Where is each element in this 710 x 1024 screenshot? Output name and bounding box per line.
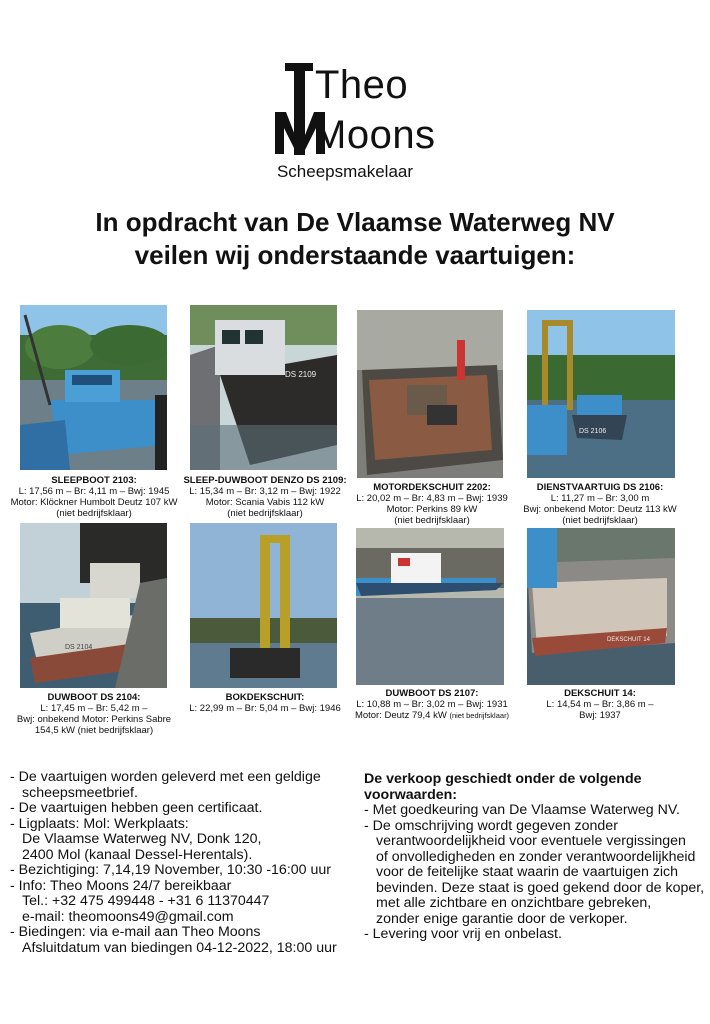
svg-text:DS 2104: DS 2104: [65, 644, 93, 651]
boat-2-title: SLEEP-DUWBOOT DENZO DS 2109:: [183, 475, 347, 486]
photo-duwboot-ds-2104: [20, 523, 167, 688]
boat-2-line3: (niet bedrijfsklaar): [227, 508, 303, 519]
condition-line: zonder enige garantie door de verkoper.: [376, 910, 628, 927]
headline-line1: In opdracht van De Vlaamse Waterweg NV: [95, 207, 615, 237]
boat-7-line1: L: 10,88 m – Br: 3,02 m – Bwj: 1931: [356, 699, 508, 710]
boat-5-line1: L: 17,45 m – Br: 5,42 m –: [40, 703, 148, 714]
boat-3-line3: (niet bedrijfsklaar): [394, 515, 470, 526]
caption-boat-2: [180, 475, 350, 519]
caption-boat-4: [515, 482, 685, 526]
info-line: scheepsmeetbrief.: [22, 784, 138, 801]
logo-line2: Moons: [313, 113, 436, 157]
caption-boat-3: [347, 482, 517, 526]
caption-boat-5: [9, 692, 179, 736]
boat-3-title: MOTORDEKSCHUIT 2202:: [373, 482, 491, 493]
photo-duwboot-ds-2107: [356, 528, 504, 685]
conditions-heading-1: De verkoop geschiedt onder de volgende: [364, 771, 642, 787]
condition-line: - Met goedkeuring van De Vlaamse Waterweg NV.: [364, 802, 680, 818]
conditions-heading-2: voorwaarden:: [364, 786, 458, 803]
info-line: e-mail: theomoons49@gmail.com: [22, 908, 234, 925]
condition-line: met alle zichtbare en onzichtbare gebreken,: [376, 895, 652, 911]
condition-line: - De omschrijving wordt gegeven zonder: [364, 817, 618, 834]
boat-1-line3: (niet bedrijfsklaar): [56, 508, 132, 519]
boat-1-title: SLEEPBOOT 2103:: [51, 475, 137, 486]
boat-8-line2: Bwj: 1937: [579, 710, 621, 721]
photo-dekschuit-14: [527, 528, 675, 685]
boat-7-note: (niet bedrijfsklaar): [449, 711, 510, 720]
info-line: - Bezichtiging: 7,14,19 November, 10:30 -16:00 uur: [10, 862, 331, 878]
caption-boat-6: [180, 692, 350, 714]
logo-subtitle: Scheepsmakelaar: [276, 162, 414, 181]
headline-line2: veilen wij onderstaande vaartuigen:: [134, 240, 576, 270]
svg-text:DEKSCHUIT 14: DEKSCHUIT 14: [607, 637, 650, 643]
caption-boat-7: [347, 688, 517, 721]
boat-7-title: DUWBOOT DS 2107:: [385, 688, 479, 699]
boat-8-line1: L: 14,54 m – Br: 3,86 m –: [546, 699, 654, 710]
info-line: - De vaartuigen worden geleverd met een geldige: [10, 769, 321, 785]
boat-4-title: DIENSTVAARTUIG DS 2106:: [536, 482, 664, 493]
photo-denzo-ds-2109: [190, 305, 337, 470]
boat-6-line1: L: 22,99 m – Br: 5,04 m – Bwj: 1946: [189, 703, 341, 714]
boat-4-line3: (niet bedrijfsklaar): [562, 515, 638, 526]
info-line: - De vaartuigen hebben geen certificaat.: [10, 800, 263, 816]
boat-5-line3: 154,5 kW (niet bedrijfsklaar): [34, 725, 154, 736]
condition-line: of onvolledigheden en zonder verantwoordelijkheid: [376, 848, 696, 865]
info-line: - Biedingen: via e-mail aan Theo Moons: [10, 924, 261, 940]
condition-line: - Levering voor vrij en onbelast.: [364, 926, 562, 942]
boat-5-title: DUWBOOT DS 2104:: [47, 692, 141, 703]
caption-boat-8: [515, 688, 685, 721]
info-line: Tel.: +32 475 499448 - +31 6 11370447: [22, 893, 270, 909]
boat-3-line2: Motor: Perkins 89 kW: [386, 504, 478, 515]
info-list: [10, 770, 355, 956]
boat-1-line2: Motor: Klöckner Humbolt Deutz 107 kW: [10, 497, 178, 508]
svg-text:DS 2106: DS 2106: [579, 428, 607, 435]
boat-6-title: BOKDEKSCHUIT:: [225, 692, 305, 703]
boat-8-title: DEKSCHUIT 14:: [564, 688, 636, 699]
boat-2-line1: L: 15,34 m – Br: 3,12 m – Bwj: 1922: [189, 486, 341, 497]
boat-4-line1: L: 11,27 m – Br: 3,00 m: [550, 493, 650, 504]
boat-1-line1: L: 17,56 m – Br: 4,11 m – Bwj: 1945: [18, 486, 170, 497]
info-line: - Info: Theo Moons 24/7 bereikbaar: [10, 877, 232, 894]
svg-text:DS 2109: DS 2109: [285, 370, 317, 379]
info-line: - Ligplaats: Mol: Werkplaats:: [10, 815, 189, 832]
photo-sleepboot-2103: [20, 305, 167, 470]
info-line: Afsluitdatum van biedingen 04-12-2022, 18:00 uur: [22, 939, 337, 956]
company-logo: [270, 60, 436, 185]
photo-motordekschuit-2202: [357, 310, 503, 478]
condition-line: verantwoordelijkheid voor eventuele vergissingen: [376, 833, 686, 849]
photo-dienstvaartuig-ds-2106: [527, 310, 675, 478]
boat-4-line2: Bwj: onbekend Motor: Deutz 113 kW: [523, 504, 677, 515]
info-line: 2400 Mol (kanaal Dessel-Herentals).: [22, 846, 253, 863]
condition-line: voor de feitelijke staat waarin de vaartuigen zich: [376, 864, 679, 880]
boat-7-line2: Motor: Deutz 79,4 kW: [354, 710, 447, 721]
caption-boat-1: [9, 475, 179, 519]
conditions-list: [364, 772, 704, 943]
boat-3-line1: L: 20,02 m – Br: 4,83 m – Bwj: 1939: [356, 493, 508, 504]
photo-bokdekschuit: [190, 523, 337, 688]
info-line: De Vlaamse Waterweg NV, Donk 120,: [22, 831, 262, 847]
condition-line: bevinden. Deze staat is goed gekend door de koper,: [376, 879, 705, 896]
logo-line1: Theo: [315, 63, 409, 107]
boat-2-line2: Motor: Scania Vabis 112 kW: [205, 497, 325, 508]
boat-5-line2: Bwj: onbekend Motor: Perkins Sabre: [16, 714, 172, 725]
